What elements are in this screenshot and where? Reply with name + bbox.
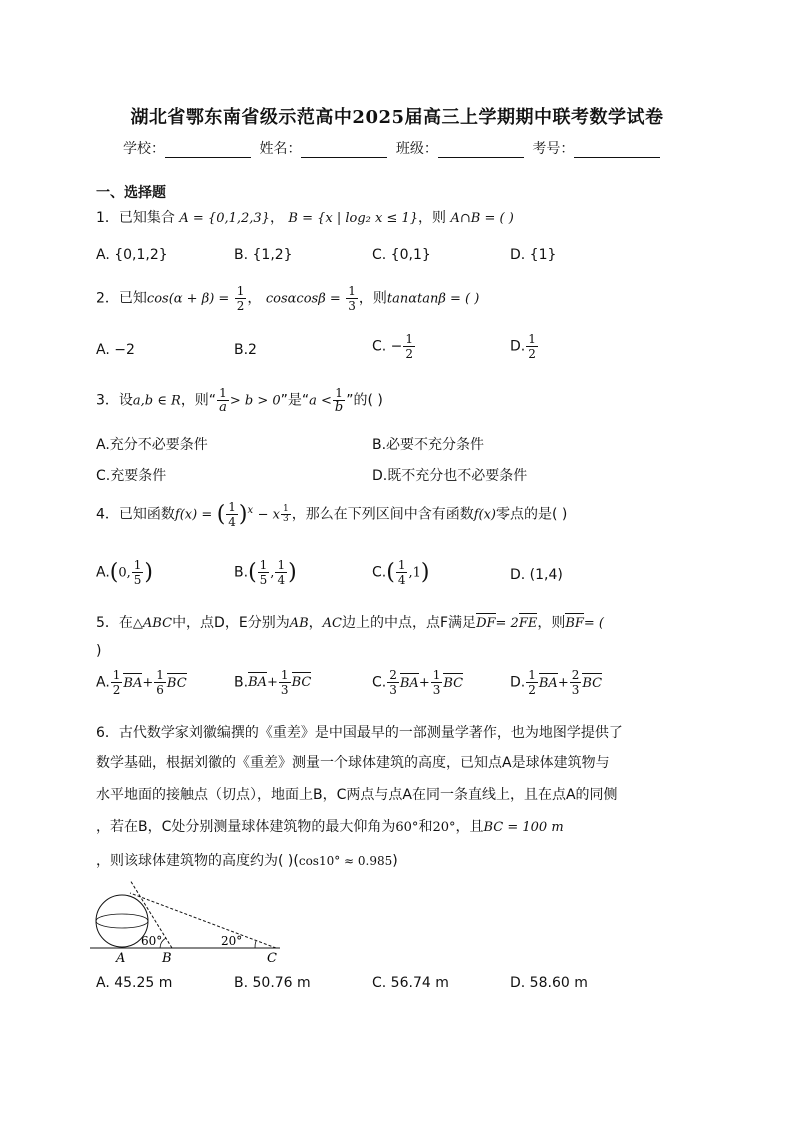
q4-minus: − x <box>257 507 280 523</box>
q1-stem: 1．已知集合 <box>96 210 175 226</box>
q5-line-2: ) <box>96 643 102 659</box>
q5-triangle: △ABC <box>132 616 173 631</box>
q2-option-d-den: 2 <box>528 347 536 361</box>
q1-sep: ， <box>269 210 284 226</box>
q5-ab: AB <box>289 616 309 631</box>
q2-option-b[interactable]: B.2 <box>234 342 257 358</box>
q2-stem: 2．已知 <box>96 290 147 307</box>
q6-bc: BC = 100 m <box>483 820 564 835</box>
q2-frac-1-den: 2 <box>236 299 245 313</box>
q5-option-c-plus: + <box>418 675 430 691</box>
q5-option-c-vector-2: BC <box>443 675 464 691</box>
q4-stem: 4．已知函数 <box>96 506 175 523</box>
q5-option-c-den-2: 3 <box>432 683 441 697</box>
q4-option-a-lower: 0, <box>118 565 131 581</box>
q5-text-a: 5．在 <box>96 615 133 631</box>
q5-option-c-den-1: 3 <box>389 683 397 697</box>
q3-cond2: a < <box>309 393 332 409</box>
q4-option-b-num-2: 1 <box>277 558 286 572</box>
q5-option-b-plus: + <box>267 675 278 690</box>
q4-option-b-den-2: 4 <box>277 573 286 587</box>
q4-option-b-prefix: B. <box>234 564 249 581</box>
q3-option-b[interactable]: B.必要不充分条件 <box>372 437 485 453</box>
q5-option-a-den-1: 2 <box>112 683 121 697</box>
q3-end: ”的( ) <box>346 392 383 409</box>
q4-option-a-frac <box>132 558 144 587</box>
q5-option-d-den-2: 3 <box>571 683 580 697</box>
q4-frac-num: 1 <box>228 500 236 514</box>
q6-angle-60: 60° <box>395 820 419 835</box>
q3-frac-1 <box>217 386 229 415</box>
q4-option-c-den: 4 <box>397 573 406 587</box>
q5-option-c[interactable] <box>372 668 463 697</box>
q2-ask: ，则 <box>358 290 387 307</box>
q3-frac-1-num: 1 <box>217 386 229 401</box>
q2-option-d-frac <box>526 332 538 361</box>
q4-option-c-num: 1 <box>397 558 406 572</box>
q5-option-c-frac-1 <box>387 668 399 697</box>
q4-rest2: 零点的是( ) <box>496 506 568 523</box>
page-title: 湖北省鄂东南省级示范高中2025届高三上学期期中联考数学试卷 <box>130 107 664 128</box>
q5-text-f: = ( <box>583 616 605 631</box>
q2-frac-2-den: 3 <box>348 299 356 313</box>
sphere-equator <box>96 914 148 928</box>
q2-option-c-frac <box>403 332 415 361</box>
q4-exp: x <box>247 504 254 516</box>
angle-label-60: 60° <box>141 934 163 948</box>
q3-mid: ，则“ <box>180 392 217 409</box>
q4-option-b-lparen: ( <box>248 560 257 585</box>
q5-option-b-frac <box>279 668 291 697</box>
q4-option-c-frac <box>396 558 408 587</box>
q4-option-b-num-1: 1 <box>259 558 268 572</box>
name-blank <box>301 143 387 158</box>
q6-line-2: 数学基础，根据刘徽的《重差》测量一个球体建筑的高度，已知点A是球体建筑物与 <box>96 755 610 771</box>
q4-option-b[interactable] <box>234 558 297 587</box>
point-a-label: A <box>116 951 126 966</box>
q4-fx: f(x) = <box>174 507 213 523</box>
q2-frac-2-num: 1 <box>348 284 356 298</box>
q3-option-c[interactable]: C.充要条件 <box>96 468 167 484</box>
q2-product: cosαcosβ = <box>265 291 341 307</box>
q2-frac-1 <box>235 284 247 313</box>
q6-line-3: 水平地面的接触点（切点），地面上B，C两点与点A在同一条直线上，且在点A的同侧 <box>96 787 618 803</box>
class-label: 班级： <box>395 141 438 157</box>
q4-option-d[interactable]: D. (1,4) <box>510 567 563 583</box>
q2-expr: tanαtanβ = ( ) <box>386 291 480 307</box>
q5-option-c-vector-1: BA <box>399 675 419 691</box>
q5-option-a-prefix: A. <box>96 674 110 691</box>
q3-mid2: ”是“ <box>280 392 310 409</box>
q3-frac-1-den: a <box>219 400 227 415</box>
q5-option-d-num-1: 1 <box>528 668 536 682</box>
q5-option-a-vector-2: BC <box>166 675 187 691</box>
q2-option-d[interactable] <box>510 332 539 361</box>
q5-option-c-num-2: 1 <box>432 668 441 682</box>
q5-ac: AC <box>322 616 342 631</box>
q5-text-e: ，则 <box>537 615 566 631</box>
q6-option-d[interactable]: D. 58.60 m <box>510 975 588 991</box>
q3-vars: a,b ∈ R <box>132 393 181 409</box>
q3-stem: 3．设 <box>96 392 133 409</box>
q4-option-a-prefix: A. <box>96 564 110 581</box>
class-blank <box>438 143 524 158</box>
q4-option-c[interactable] <box>372 558 429 587</box>
q4-option-b-den-1: 5 <box>259 573 268 587</box>
q4-fx2: f(x) <box>473 507 496 523</box>
q6-line-5-text: ，则该球体建筑物的高度约为( )( <box>96 853 299 869</box>
q6-line-4 <box>96 816 696 836</box>
q3-frac-2-den: b <box>334 400 344 415</box>
q6-and: 和 <box>418 819 433 835</box>
q5-option-c-prefix: C. <box>372 674 387 691</box>
q2-comma: ， <box>247 290 262 307</box>
q2-option-d-prefix: D. <box>510 338 526 355</box>
angle-label-20: 20° <box>221 934 243 948</box>
q5-text-d: 边上的中点，点F满足 <box>342 615 477 631</box>
q5-option-a-den-2: 6 <box>156 683 164 697</box>
question-3 <box>96 386 383 415</box>
q1-option-d[interactable]: D. {1} <box>510 247 557 263</box>
q4-exp-frac <box>281 505 291 524</box>
q5-option-b-vector-2: BC <box>291 675 312 690</box>
q3-cond1: > b > 0 <box>229 393 281 409</box>
q4-option-a-lparen: ( <box>109 560 119 585</box>
q1-set-b: B = {x | log₂ x ≤ 1} <box>288 211 419 226</box>
q4-frac-den: 4 <box>228 515 236 529</box>
number-blank <box>574 143 660 158</box>
q2-cos-sum: cos(α + β) = <box>146 291 230 307</box>
q4-option-b-frac-1 <box>258 558 270 587</box>
q2-option-c-num: 1 <box>405 332 414 346</box>
q5-option-d-frac-2 <box>570 668 582 697</box>
q5-vector-bf: BF <box>565 616 584 631</box>
q6-line-1: 6．古代数学家刘徽编撰的《重差》是中国最早的一部测量学著作，也为地图学提供了 <box>96 725 623 741</box>
q4-frac <box>226 500 238 529</box>
q6-line-4-text: ，若在B，C处分别测量球体建筑物的最大仰角为 <box>96 819 396 835</box>
q3-frac-2 <box>333 386 345 415</box>
q4-option-a[interactable] <box>96 558 153 587</box>
q5-text-c: ， <box>308 615 323 631</box>
q5-text-b: 中，点D，E分别为 <box>172 615 290 631</box>
q4-option-b-rparen: ) <box>288 560 297 585</box>
q5-option-b-prefix: B. <box>234 674 249 691</box>
q5-option-a-plus: + <box>142 675 154 691</box>
q5-option-d-plus: + <box>557 675 569 691</box>
q1-option-b[interactable]: B. {1,2} <box>234 247 293 263</box>
point-c-label: C <box>267 951 277 966</box>
q2-option-c-den: 2 <box>405 347 414 361</box>
question-5 <box>96 612 604 632</box>
q1-option-c[interactable]: C. {0,1} <box>372 247 431 263</box>
q4-option-b-frac-2 <box>275 558 287 587</box>
q4-lparen: ( <box>216 502 226 527</box>
q5-vector-fe: FE <box>518 616 538 631</box>
q6-angle-20: 20° <box>432 820 456 835</box>
q4-option-c-prefix: C. <box>372 564 387 581</box>
question-1 <box>96 207 514 227</box>
q6-line-4-text-b: ，且 <box>455 819 484 835</box>
q5-option-a-num-1: 1 <box>112 668 121 682</box>
q5-option-d-prefix: D. <box>510 674 526 691</box>
q1-option-a[interactable]: A. {0,1,2} <box>96 247 168 263</box>
q5-option-d[interactable] <box>510 668 602 697</box>
q5-option-b-num: 1 <box>280 668 289 682</box>
q2-option-c-prefix: C. − <box>372 338 403 355</box>
q5-option-a-vector-1: BA <box>123 675 143 691</box>
q5-option-a[interactable] <box>96 668 187 697</box>
q2-option-d-num: 1 <box>528 332 536 346</box>
q4-option-c-lparen: ( <box>386 560 395 585</box>
school-label: 学校： <box>123 141 165 157</box>
q4-exp-frac-num: 1 <box>282 504 289 514</box>
q1-ask: ，则 <box>418 210 447 226</box>
q5-option-d-vector-2: BC <box>582 675 603 691</box>
q5-option-b[interactable] <box>234 668 311 697</box>
question-4 <box>96 500 567 529</box>
student-info-line <box>123 138 664 158</box>
q5-option-a-frac-1 <box>111 668 123 697</box>
q5-option-d-vector-1: BA <box>538 675 558 691</box>
angle-arc-c <box>255 941 256 948</box>
q6-option-b[interactable]: B. 50.76 m <box>234 975 311 991</box>
q5-option-d-num-2: 2 <box>571 668 580 682</box>
q4-option-a-num: 1 <box>133 558 142 572</box>
q5-vector-df: DF <box>476 616 496 631</box>
section-heading: 一、选择题 <box>96 185 166 201</box>
q1-set-a: A = {0,1,2,3} <box>179 211 270 226</box>
q6-line-5 <box>96 850 696 870</box>
q2-frac-2 <box>346 284 358 313</box>
q3-frac-2-num: 1 <box>333 386 345 401</box>
q4-option-b-comma: , <box>270 565 275 581</box>
q2-option-c[interactable] <box>372 332 416 361</box>
q4-option-c-rparen: ) <box>420 560 430 585</box>
q5-option-d-den-1: 2 <box>528 683 536 697</box>
q6-figure <box>90 878 290 966</box>
name-label: 姓名： <box>259 141 302 157</box>
q3-option-d[interactable]: D.既不充分也不必要条件 <box>372 468 528 484</box>
question-2 <box>96 284 479 313</box>
q5-option-b-vector-1: BA <box>248 675 268 690</box>
q5-option-c-frac-2 <box>431 668 443 697</box>
q5-option-d-frac-1 <box>526 668 538 697</box>
point-b-label: B <box>162 951 172 966</box>
q4-exp-frac-den: 3 <box>282 514 289 524</box>
q4-option-c-upper: ,1 <box>408 565 421 581</box>
q4-option-a-rparen: ) <box>144 560 154 585</box>
q2-option-a[interactable]: A. −2 <box>96 342 135 358</box>
q1-expr: A∩B = ( ) <box>450 211 514 226</box>
q4-option-a-den: 5 <box>133 573 142 587</box>
school-blank <box>165 143 251 158</box>
q5-option-c-num-1: 2 <box>389 668 397 682</box>
q5-option-a-num-2: 1 <box>156 668 164 682</box>
q6-option-a[interactable]: A. 45.25 m <box>96 975 173 991</box>
q6-line-5-end: ) <box>392 853 398 869</box>
q4-rest: ，那么在下列区间中含有函数 <box>291 506 474 523</box>
q5-option-a-frac-2 <box>154 668 166 697</box>
q2-frac-1-num: 1 <box>236 284 245 298</box>
q5-eq: = 2 <box>495 616 519 631</box>
q6-cos-approx: cos10° ≈ 0.985 <box>298 854 393 868</box>
number-label: 考号： <box>532 141 575 157</box>
q6-option-c[interactable]: C. 56.74 m <box>372 975 449 991</box>
q5-option-b-den: 3 <box>280 683 289 697</box>
q4-rparen: ) <box>238 502 248 527</box>
q3-option-a[interactable]: A.充分不必要条件 <box>96 437 208 453</box>
